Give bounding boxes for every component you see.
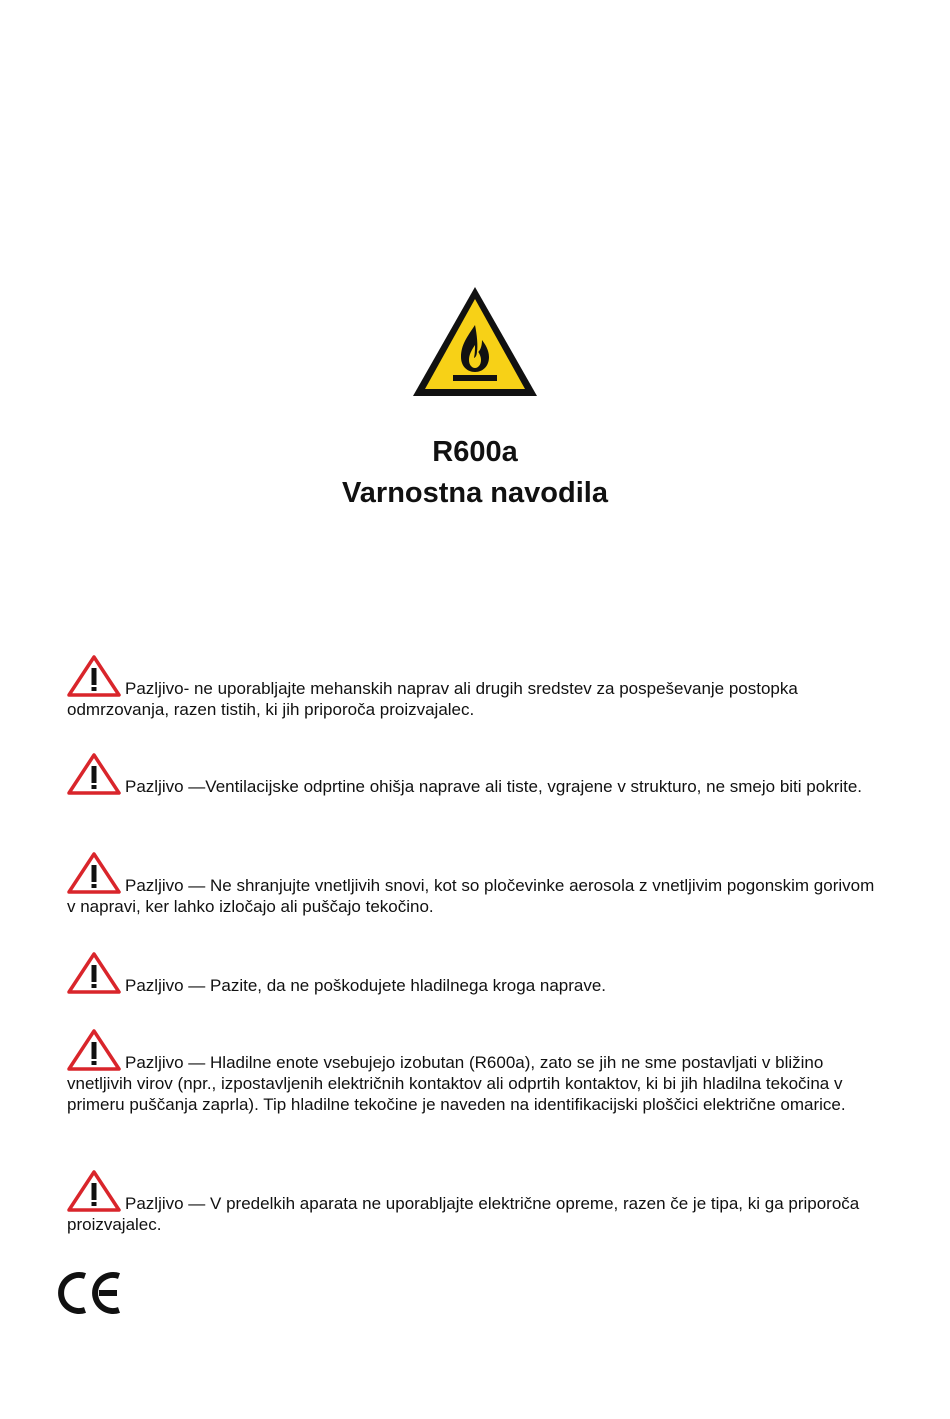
warning-item-4 — [67, 952, 887, 996]
warning-text-6: Pazljivo — V predelkih aparata ne uporabljajte električne opreme, razen če je tipa, ki ga priporoča proizvajalec. — [67, 1194, 860, 1234]
warning-item-1 — [67, 655, 887, 720]
title-block — [0, 432, 950, 514]
warning-exclamation-icon — [67, 852, 121, 894]
warning-item-3 — [67, 852, 887, 917]
warning-exclamation-icon — [67, 655, 121, 697]
warning-text-5: Pazljivo — Hladilne enote vsebujejo izobutan (R600a), zato se jih ne sme postavljati v bližino vnetljivih virov (npr., izpostavljenih električnih kontaktov ali odprtih kontaktov, ki bi jih hladilna tekočina v primeru puščanja zaprla). Tip hladilne tekočine je naveden na identifikacijski ploščici električne omarice. — [67, 1053, 846, 1114]
warning-item-5 — [67, 1029, 887, 1115]
document-subtitle: Varnostna navodila — [342, 477, 608, 509]
warning-text-3: Pazljivo — Ne shranjujte vnetljivih snovi, kot so pločevinke aerosola z vnetljivim pogonskim gorivom v napravi, ker lahko izločajo ali puščajo tekočino. — [67, 876, 875, 916]
flammable-hazard-icon — [411, 285, 539, 399]
warning-item-6 — [67, 1170, 887, 1235]
warning-item-2 — [67, 753, 887, 797]
warning-exclamation-icon — [67, 1029, 121, 1071]
warning-text-2: Pazljivo —Ventilacijske odprtine ohišja naprave ali tiste, vgrajene v strukturo, ne smejo biti pokrite. — [125, 777, 863, 796]
warning-exclamation-icon — [67, 952, 121, 994]
ce-mark-icon — [55, 1270, 123, 1316]
warning-exclamation-icon — [67, 1170, 121, 1212]
document-title: R600a — [432, 436, 518, 468]
warning-text-1: Pazljivo- ne uporabljajte mehanskih naprav ali drugih sredstev za pospeševanje postopka odmrzovanja, razen tistih, ki jih priporoča proizvajalec. — [67, 679, 798, 719]
warning-exclamation-icon — [67, 753, 121, 795]
warning-text-4: Pazljivo — Pazite, da ne poškodujete hladilnega kroga naprave. — [125, 976, 607, 995]
